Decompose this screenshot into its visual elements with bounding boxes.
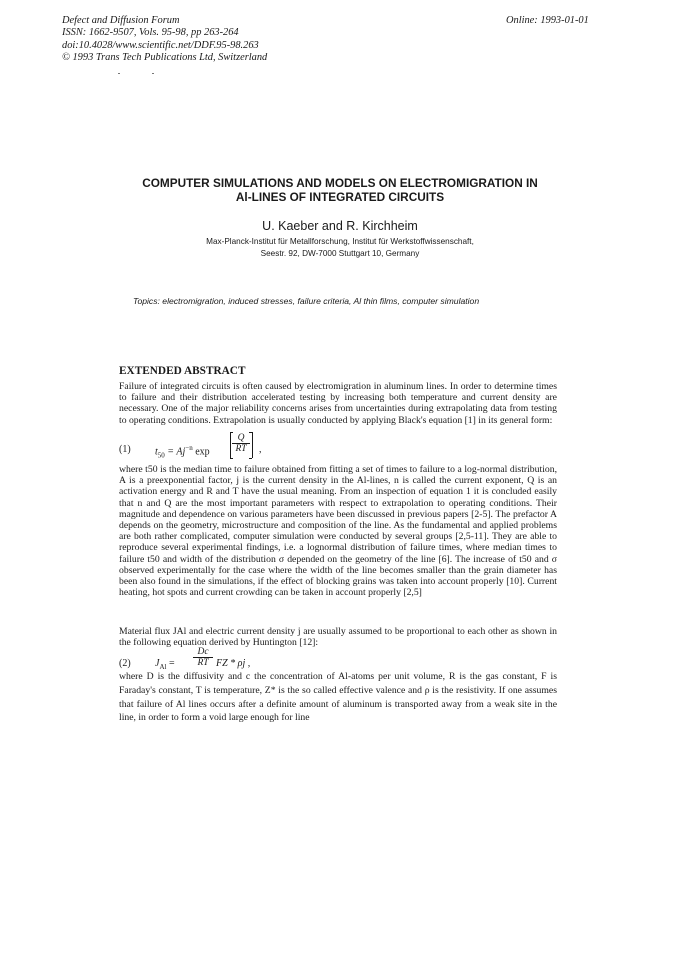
abstract-paragraph-4: where D is the diffusivity and c the concentration of Al-atoms per unit volume, R is the gas constant, F is Faraday's constant, T is temperature, Z* is the so called effective valence and ρ is the resistivity. If one assumes that failure of Al lines occurs after a definite amount of aluminum is transported away from a weak site in the line, in order to form a void large enough for line (119, 671, 557, 724)
eq1-tail: , (259, 444, 262, 455)
eq2-denominator: RT (193, 657, 213, 668)
equation-1-body (155, 444, 210, 459)
abstract-paragraph-3: Material flux JAl and electric current density j are usually assumed to be proportional to each other as shown in the following equation derived by Huntington [12]: (119, 626, 557, 649)
eq2-tail: FZ * ρj , (216, 658, 251, 669)
eq2-fraction (193, 647, 213, 668)
scan-artifact (118, 73, 158, 75)
eq1-exp: exp (195, 446, 210, 458)
eq2-lhs-sub: Al (159, 663, 167, 671)
eq1-fraction (232, 433, 250, 454)
eq1-exponent: −n (185, 444, 193, 452)
doi-line: doi:10.4028/www.scientific.net/DDF.95-98.263 (62, 39, 259, 51)
journal-header (62, 15, 267, 65)
equation-1-number: (1) (119, 444, 131, 455)
eq1-numerator: Q (237, 433, 245, 443)
section-heading: EXTENDED ABSTRACT (119, 365, 246, 377)
affiliation-line-1: Max-Planck-Institut für Metallforschung, Institut für Werkstoffwissenschaft, (206, 237, 474, 246)
online-date: Online: 1993-01-01 (506, 15, 589, 26)
title-line-1: COMPUTER SIMULATIONS AND MODELS ON ELECTROMIGRATION IN (142, 176, 538, 190)
eq2-numerator: Dc (197, 647, 209, 657)
abstract-paragraph-1: Failure of integrated circuits is often caused by electromigration in aluminum lines. In order to determine times to failure and their distribution accelerated testing by increasing both temperature and current density are necessary. One of the major reliability concerns arises from uncertainties during extrapolating data from testing to operating conditions. Extrapolation is usually conducted by applying Black's equation [1] in its general form: (119, 381, 557, 426)
eq1-bracket-right (252, 432, 253, 458)
equation-2-number: (2) (119, 658, 131, 669)
issn-line: ISSN: 1662-9507, Vols. 95-98, pp 263-264 (62, 27, 239, 39)
abstract-paragraph-2: where t50 is the median time to failure obtained from fitting a set of times to failure to a log-normal distribution, A is a preexponential factor, j is the current density in the Al-lines, n is called the current exponent, Q is an activation energy and R and T have the usual meaning. From an inspection of equation 1 it is concluded easily that n and Q are the most important parameters with respect to extrapolation to operating conditions. Their magnitude and dependence on various parameters have been discussed in previous papers [2-5]. The prefactor A depends on the geometry, microstructure and composition of the line. As the fundamental and applied problems are both rather complicated, computer simulation were conducted by several groups [2,5-11]. They are able to reproduce several experimental findings, i.e. a lognormal distribution of failure times, where median times to failure t50 and width of the distribution σ depended on the geometry of the line [6]. The increase of t50 and σ observed experimentally for the case where the width of the line becomes smaller than the grain diameter has been also found in the simulations, if the effect of blocking grains was taken into account properly [10]. Current heating, hot spots and current crowding can be taken in account properly [2,5] (119, 464, 557, 599)
authors: U. Kaeber and R. Kirchheim (262, 219, 418, 233)
affiliation (90, 236, 590, 259)
journal-name: Defect and Diffusion Forum (62, 15, 180, 26)
paper-title (90, 176, 590, 204)
eq1-bracket-bottom-right (249, 458, 252, 459)
copyright-line: © 1993 Trans Tech Publications Ltd, Switzerland (62, 52, 268, 64)
eq1-lhs-sub: 50 (157, 451, 165, 460)
eq1-denominator: RT (232, 443, 250, 454)
eq1-lhs: t (155, 446, 158, 458)
eq2-lhs: J (155, 658, 160, 669)
title-line-2: Al-LINES OF INTEGRATED CIRCUITS (235, 190, 445, 204)
affiliation-line-2: Seestr. 92, DW-7000 Stuttgart 10, Germany (260, 248, 420, 258)
topics: Topics: electromigration, induced stresses, failure criteria, Al thin films, computer simulation (133, 296, 480, 306)
eq1-bracket-bottom-left (230, 458, 233, 459)
eq2-equals: = (168, 658, 175, 669)
eq1-j: j (182, 446, 186, 458)
eq1-equals: = A (167, 446, 183, 458)
